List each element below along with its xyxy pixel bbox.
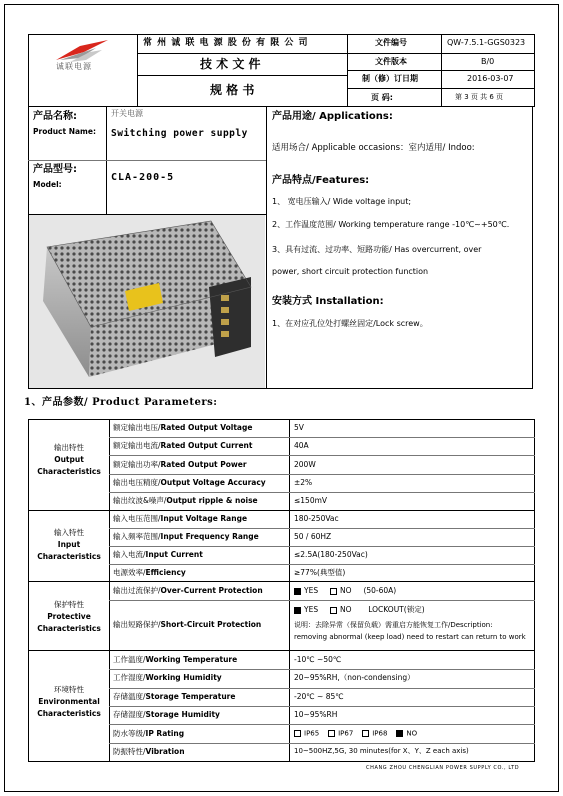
param-name: 电源效率/Efficiency: [113, 568, 186, 577]
ip-options: IP65 IP67 IP68 NO: [294, 730, 417, 738]
ocp-yes-checkbox[interactable]: [294, 588, 301, 595]
param-name: 输入电压范围/Input Voltage Range: [113, 514, 248, 523]
param-name: 额定输出电压/Rated Output Voltage: [113, 423, 253, 432]
param-name: 存储温度/Storage Temperature: [113, 692, 236, 701]
applications-title: 产品用途/ Applications:: [272, 111, 393, 122]
group-input: 输入特性 Input Characteristics: [37, 528, 101, 561]
version-label: 文件版本: [375, 57, 407, 66]
company-name: 常 州 诚 联 电 源 股 份 有 限 公 司: [143, 38, 309, 48]
param-value: 10~500HZ,5G, 30 minutes(for X、Y、Z each axis): [294, 747, 469, 755]
param-value: -10℃ ~50℃: [294, 655, 342, 664]
feature-item: 2、工作温度范围/ Working temperature range -10℃~+50℃.: [272, 220, 510, 229]
product-name-en: Switching power supply: [111, 128, 248, 139]
param-value: 40A: [294, 441, 309, 450]
param-name: 输出纹波&噪声/Output ripple & noise: [113, 496, 258, 505]
product-name-label-cn: 产品名称:: [33, 111, 77, 122]
product-photo: [29, 215, 265, 388]
ip-no-checkbox[interactable]: [396, 730, 403, 737]
company-logo: [50, 38, 112, 72]
model-value: CLA-200-5: [111, 172, 175, 183]
param-name: 输出短路保护/Short-Circuit Protection: [113, 620, 262, 629]
product-name-cn: 开关电源: [111, 109, 143, 118]
param-name: 工作温度/Working Temperature: [113, 655, 238, 664]
ocp-options: YES NO (50-60A): [294, 587, 396, 595]
date-label: 制（修）订日期: [362, 74, 418, 83]
param-name: 输入频率范围/Input Frequency Range: [113, 532, 259, 541]
applications-text: 适用场合/ Applicable occasions：室内适用/ Indoo:: [272, 143, 475, 153]
param-name: 输入电流/Input Current: [113, 550, 203, 559]
model-label-en: Model:: [33, 180, 62, 189]
param-name: 额定输出功率/Rated Output Power: [113, 460, 247, 469]
page-label: 页 码:: [371, 93, 393, 102]
version: B/0: [481, 57, 495, 66]
param-value: ±2%: [294, 478, 313, 487]
param-value: ≤2.5A(180-250Vac): [294, 550, 368, 559]
scp-note: 说明：去除异常（保留负载）需重启方能恢复工作/Description:: [294, 621, 493, 629]
feature-item: 3、具有过流、过功率、短路功能/ Has overcurrent, over: [272, 245, 482, 254]
param-value: 200W: [294, 460, 316, 469]
param-value: ≥77%(典型值): [294, 568, 346, 577]
param-value: 10~95%RH: [294, 710, 338, 719]
page-number: 第 3 页 共 6 页: [455, 93, 504, 101]
installation-text: 1、在对应孔位处打螺丝固定/Lock screw。: [272, 319, 428, 328]
features-title: 产品特点/Features:: [272, 175, 370, 186]
group-protective: 保护特性 Protective Characteristics: [37, 600, 101, 633]
feature-item: 1、 宽电压输入/ Wide voltage input;: [272, 197, 412, 206]
param-name: 额定输出电流/Rated Output Current: [113, 441, 253, 450]
scp-yes-checkbox[interactable]: [294, 607, 301, 614]
group-environmental: 环境特性 Environmental Characteristics: [37, 685, 101, 718]
param-value: 5V: [294, 423, 304, 432]
footer-company: CHANG ZHOU CHENGLIAN POWER SUPPLY CO., LTD: [366, 765, 520, 771]
ocp-no-checkbox[interactable]: [330, 588, 337, 595]
ip68-checkbox[interactable]: [362, 730, 369, 737]
param-value: 20~95%RH,（non-condensing）: [294, 673, 415, 682]
date: 2016-03-07: [467, 74, 514, 83]
doc-no: QW-7.5.1-GGS0323: [447, 38, 526, 47]
model-label-cn: 产品型号:: [33, 164, 77, 175]
doc-title: 规 格 书: [210, 83, 255, 97]
installation-title: 安装方式 Installation:: [272, 296, 384, 307]
doc-type: 技 术 文 件: [200, 57, 261, 71]
scp-note: removing abnormal (keep load) need to restart can return to work: [294, 633, 526, 641]
param-name: 输出电压精度/Output Voltage Accuracy: [113, 478, 266, 487]
param-name: 存储湿度/Storage Humidity: [113, 710, 220, 719]
param-value: 50 / 60HZ: [294, 532, 332, 541]
ip67-checkbox[interactable]: [328, 730, 335, 737]
logo-text: 诚联电源: [56, 62, 92, 71]
product-name-label-en: Product Name:: [33, 127, 96, 136]
scp-no-checkbox[interactable]: [330, 607, 337, 614]
group-output: 输出特性 Output Characteristics: [37, 443, 101, 476]
param-name: 输出过流保护/Over-Current Protection: [113, 586, 263, 595]
param-value: 180-250Vac: [294, 514, 339, 523]
scp-options: YES NO LOCKOUT(锁定): [294, 606, 425, 614]
param-name: 防水等级/IP Rating: [113, 729, 185, 738]
params-title: 1、产品参数/ Product Parameters:: [24, 397, 218, 408]
doc-no-label: 文件编号: [375, 38, 407, 47]
ip65-checkbox[interactable]: [294, 730, 301, 737]
param-name: 工作湿度/Working Humidity: [113, 673, 222, 682]
feature-item: power, short circuit protection function: [272, 267, 429, 276]
param-name: 防振特性/Vibration: [113, 747, 185, 756]
param-value: ≤150mV: [294, 496, 328, 505]
param-value: -20℃ ~ 85℃: [294, 692, 344, 701]
